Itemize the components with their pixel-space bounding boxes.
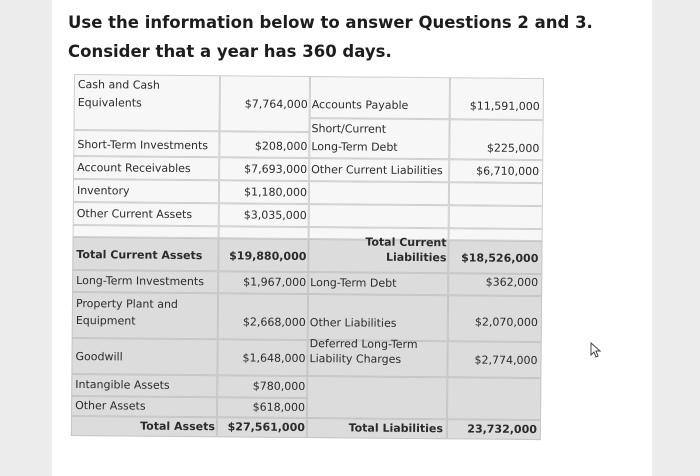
ocl-value: $6,710,000 (476, 164, 540, 179)
sti-value: $208,000 (254, 139, 308, 154)
ap-label: Accounts Payable (311, 98, 409, 112)
question-instructions (68, 8, 628, 66)
ltd-label: Long-Term Debt (310, 276, 397, 290)
ia-label: Intangible Assets (75, 378, 170, 392)
cell-blank-9 (449, 228, 543, 241)
cash-label-line1: Cash and Cash (77, 78, 160, 92)
tca-value: $19,880,000 (229, 249, 307, 264)
instruction-line-2: Consider that a year has 360 days. (68, 42, 392, 61)
tl-label: Total Liabilities (348, 421, 443, 436)
ar-value: $7,693,000 (244, 162, 308, 177)
oa-label: Other Assets (75, 399, 146, 413)
gw-value: $1,648,000 (242, 351, 306, 366)
ol-value: $2,070,000 (474, 315, 538, 330)
ta-label: Total Assets (140, 419, 215, 434)
ppe-label-line2: Equipment (75, 314, 136, 328)
ar-label: Account Receivables (77, 161, 191, 176)
cell-blank-3 (309, 181, 449, 205)
ocl-label: Other Current Liabilities (311, 163, 443, 178)
cash-label-line2: Equivalents (77, 96, 142, 110)
tcl-value: $18,526,000 (461, 251, 539, 266)
ppe-value: $2,668,000 (242, 315, 306, 330)
dltl-label-line2: Liability Charges (309, 352, 402, 366)
cash-value: $7,764,000 (244, 97, 308, 112)
tca-label: Total Current Assets (76, 248, 203, 263)
ppe-label-line1: Property Plant and (75, 297, 179, 311)
ia-value: $780,000 (252, 379, 306, 394)
ltd-value: $362,000 (485, 275, 539, 290)
tl-value: 23,732,000 (467, 422, 537, 437)
inv-value: $1,180,000 (243, 185, 308, 200)
cell-blank-2 (219, 226, 309, 239)
oca-value: $3,035,000 (243, 208, 307, 223)
ta-value: $27,561,000 (227, 420, 305, 435)
oa-value: $618,000 (252, 400, 306, 415)
lti-label: Long-Term Investments (76, 274, 205, 289)
ol-label: Other Liabilities (309, 316, 397, 330)
std-label-line1: Short/Current (311, 122, 387, 136)
balance-sheet-table (71, 74, 544, 440)
cell-blank-7 (449, 182, 543, 206)
dltl-value: $2,774,000 (474, 353, 538, 368)
instruction-line-1: Use the information below to answer Questions 2 and 3. (68, 13, 593, 32)
tcl-label-line2: Liabilities (385, 250, 447, 265)
inv-label: Inventory (76, 184, 130, 198)
cell-blank-8 (449, 205, 543, 229)
dltl-label-line1: Deferred Long-Term (309, 337, 418, 352)
oca-label: Other Current Assets (76, 207, 193, 222)
sti-label: Short-Term Investments (77, 138, 209, 153)
ap-value: $11,591,000 (469, 99, 540, 114)
std-value: $225,000 (486, 141, 540, 156)
gw-label: Goodwill (75, 350, 123, 364)
worksheet-page (52, 0, 652, 476)
std-label-line2: Long-Term Debt (311, 140, 398, 154)
cell-blank-4 (309, 204, 449, 228)
cell-blank-10 (447, 377, 541, 420)
cell-blank-6 (307, 376, 447, 419)
mouse-cursor-icon (588, 342, 602, 358)
lti-value: $1,967,000 (243, 275, 307, 290)
tcl-label-line1: Total Current (365, 235, 447, 250)
